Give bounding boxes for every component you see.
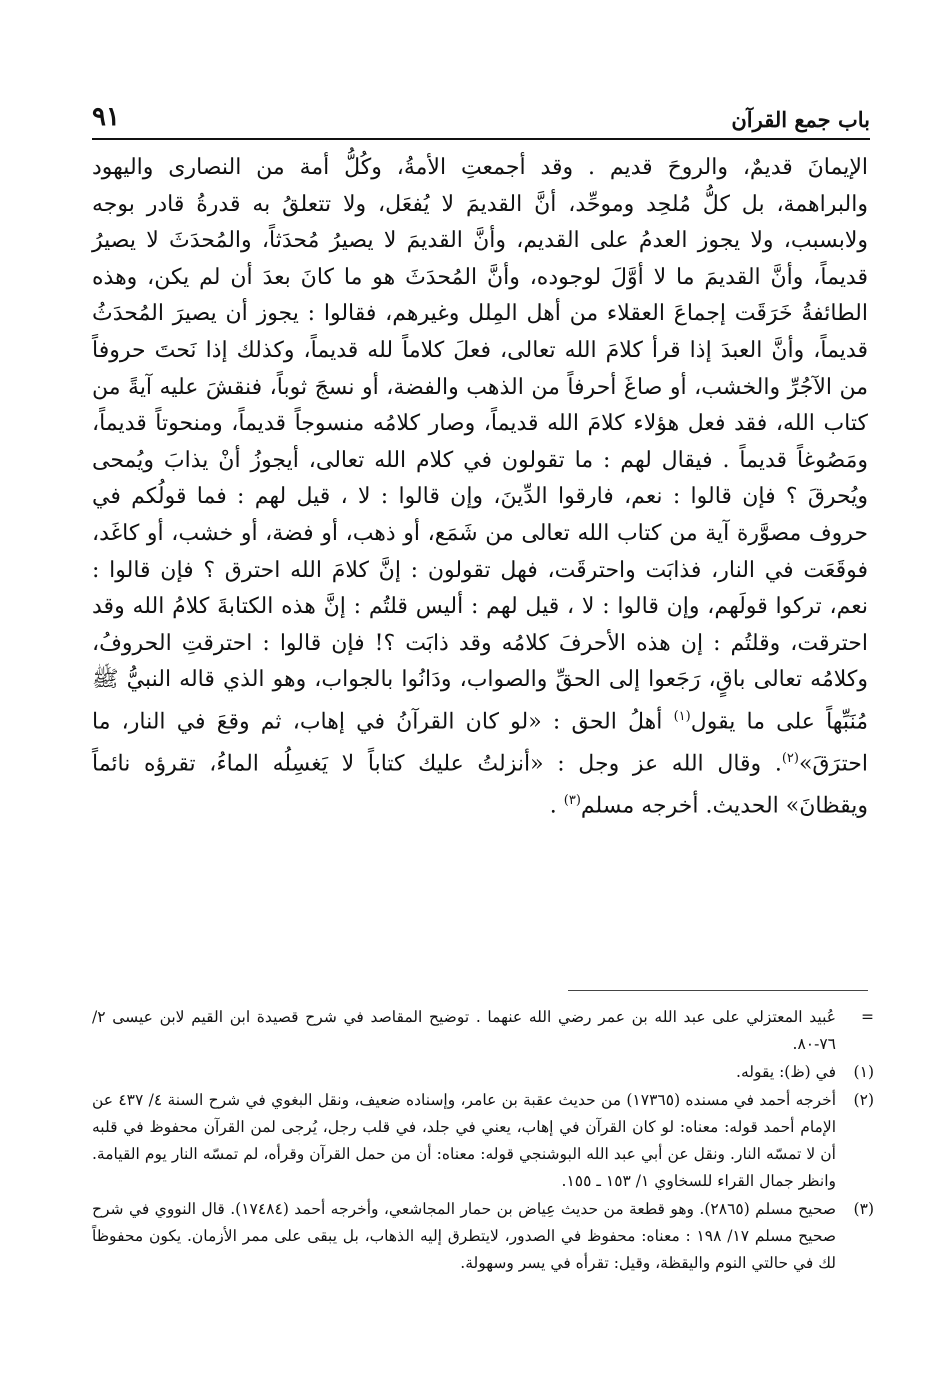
paragraph-text-3: . وقال الله عز وجل : «أنزلتُ عليك كتاباً لا يَغسِلُه الماءُ، تقرؤه نائماً ويقظانَ» الحديث. أخرجه مسلم <box>92 751 868 819</box>
footnote-ref-3: (٣) <box>563 792 581 808</box>
running-header <box>92 88 870 140</box>
main-paragraph <box>92 150 868 825</box>
footnote-continuation <box>92 1004 874 1058</box>
footnote-text: صحيح مسلم (٢٨٦٥). وهو قطعة من حديث عِياض بن حمار المجاشعي، وأخرجه أحمد (١٧٤٨٤). قال النووي في شرح صحيح مسلم ١٧/ ١٩٨ : معناه: محفوظ في الصدور، لايتطرق إليه الذهاب، بل يبقى على ممر الأزمان. يكون محفوظاً لك في حالتي النوم واليقظة، وقيل: تقرأه في يسر وسهولة. <box>92 1200 837 1272</box>
main-text <box>92 150 868 825</box>
footnote-2 <box>92 1087 874 1195</box>
footnote-text: عُبيد المعتزلي على عبد الله بن عمر رضي الله عنهما . توضيح المقاصد في شرح قصيدة ابن القيم لابن عيسى ٢/ ٧٦-٨٠. <box>92 1008 836 1053</box>
footnote-mark: (٢) <box>853 1091 874 1109</box>
footnote-mark: (٣) <box>853 1200 874 1218</box>
footnote-text: في (ظ): يقوله. <box>736 1063 836 1081</box>
paragraph-text-1: الإيمانَ قديمٌ، والروحَ قديم . وقد أجمعتِ الأمةُ، وكُلُّ أمة من النصارى واليهود والبراهمة، بل كلُّ مُلحِد وموحِّد، أنَّ القديمَ لا يُفعَل، ولا تتعلقُ به قدرةُ قادر بوجه ولابسبب، ولا يجوز العدمُ على القديم، وأنَّ القديمَ لا يصيرُ مُحدَثاً، والمُحدَثَ لا يصيرُ قديماً، وأنَّ القديمَ ما لا أوَّلَ لوجوده، وأنَّ المُحدَثَ هو ما كانَ بعدَ أن لم يكن، وهذه الطائفةُ خَرَقَت إجماعَ العقلاء من أهل المِلل وغيرهم، فقالوا : يجوز أن يصيرَ المُحدَثُ قديماً، وأنَّ العبدَ إذا قرأ كلامَ الله تعالى، فعلَ كلاماً لله قديماً، وكذلك إذا نَحتَ حروفاً من الآجُرِّ والخشب، أو صاغَ أحرفاً من الذهب والفضة، أو نسجَ ثوباً، فنقشَ عليه آيةً من كتاب الله، فقد فعل هؤلاء كلامَ الله قديماً، وصار كلامُه منسوجاً قديماً، ومنحوتاً قديماً، ومَصُوغاً قديماً . فيقال لهم : ما تقولون في كلام الله تعالى، أيجوزُ أنْ يذابَ ويُمحى ويُحرقَ ؟ فإن قالوا : نعم، فارقوا الدِّينَ، وإن قالوا : لا ، قيل لهم : فما قولُكم في حروف مصوَّرة آية من كتاب الله تعالى من شَمَع، أو ذهب، أو فضة، أو خشب، أو كاغَد، فوقَعَت في النار، فذابَت واحترقَت، فهل تقولون : إنَّ كلامَ الله احترق ؟ فإن قالوا : نعم، تركوا قولَهم، وإن قالوا : لا ، قيل لهم : أليس قلتُم : إنَّ هذه الكتابةَ كلامُ الله وقد احترقت، وقلتُم : إن هذه الأحرفَ كلامُه وقد ذابَت ؟! فإن قالوا : احترقتِ الحروفُ، وكلامُه تعالى باقٍ، رَجَعوا إلى الحقِّ والصواب، ودَانُوا بالجواب، وهو الذي قاله النبيُّ ﷺ مُنَبِّهاً على ما يقول <box>92 155 869 735</box>
footnote-mark: (١) <box>853 1063 874 1081</box>
footnote-ref-1: (١) <box>673 708 691 724</box>
footnote-ref-2: (٢) <box>781 750 799 766</box>
chapter-title: باب جمع القرآن <box>731 107 870 132</box>
footnote-separator <box>568 990 868 991</box>
footnote-mark: = <box>861 1008 874 1026</box>
paragraph-end: . <box>549 793 564 819</box>
footnote-3 <box>92 1196 874 1277</box>
footnote-text: أخرجه أحمد في مسنده (١٧٣٦٥) من حديث عقبة بن عامر، وإسناده ضعيف، ونقل البغوي في شرح السنة ٤/ ٤٣٧ عن الإمام أحمد قوله: معناه: لو كان القرآن في إهاب، يعني في جلد، في قلب رجل، يُرجى لمن القرآن محفوظ في قلبه أن لا تمسّه النار. ونقل عن أبي عبد الله البوشنجي قوله: معناه: أن من حمل القرآن وقرأه، لم تمسّه النار يوم القيامة. وانظر جمال القراء للسخاوي ١/ ١٥٣ ـ ١٥٥. <box>92 1091 836 1190</box>
page-number: ٩١ <box>92 102 120 132</box>
footnotes <box>92 1004 874 1278</box>
paragraph-text-2: أهلُ الحق : «لو كان القرآنُ في إهاب، ثم وقعَ في النار، ما احترَقَ» <box>92 709 868 777</box>
footnote-1 <box>92 1059 874 1086</box>
